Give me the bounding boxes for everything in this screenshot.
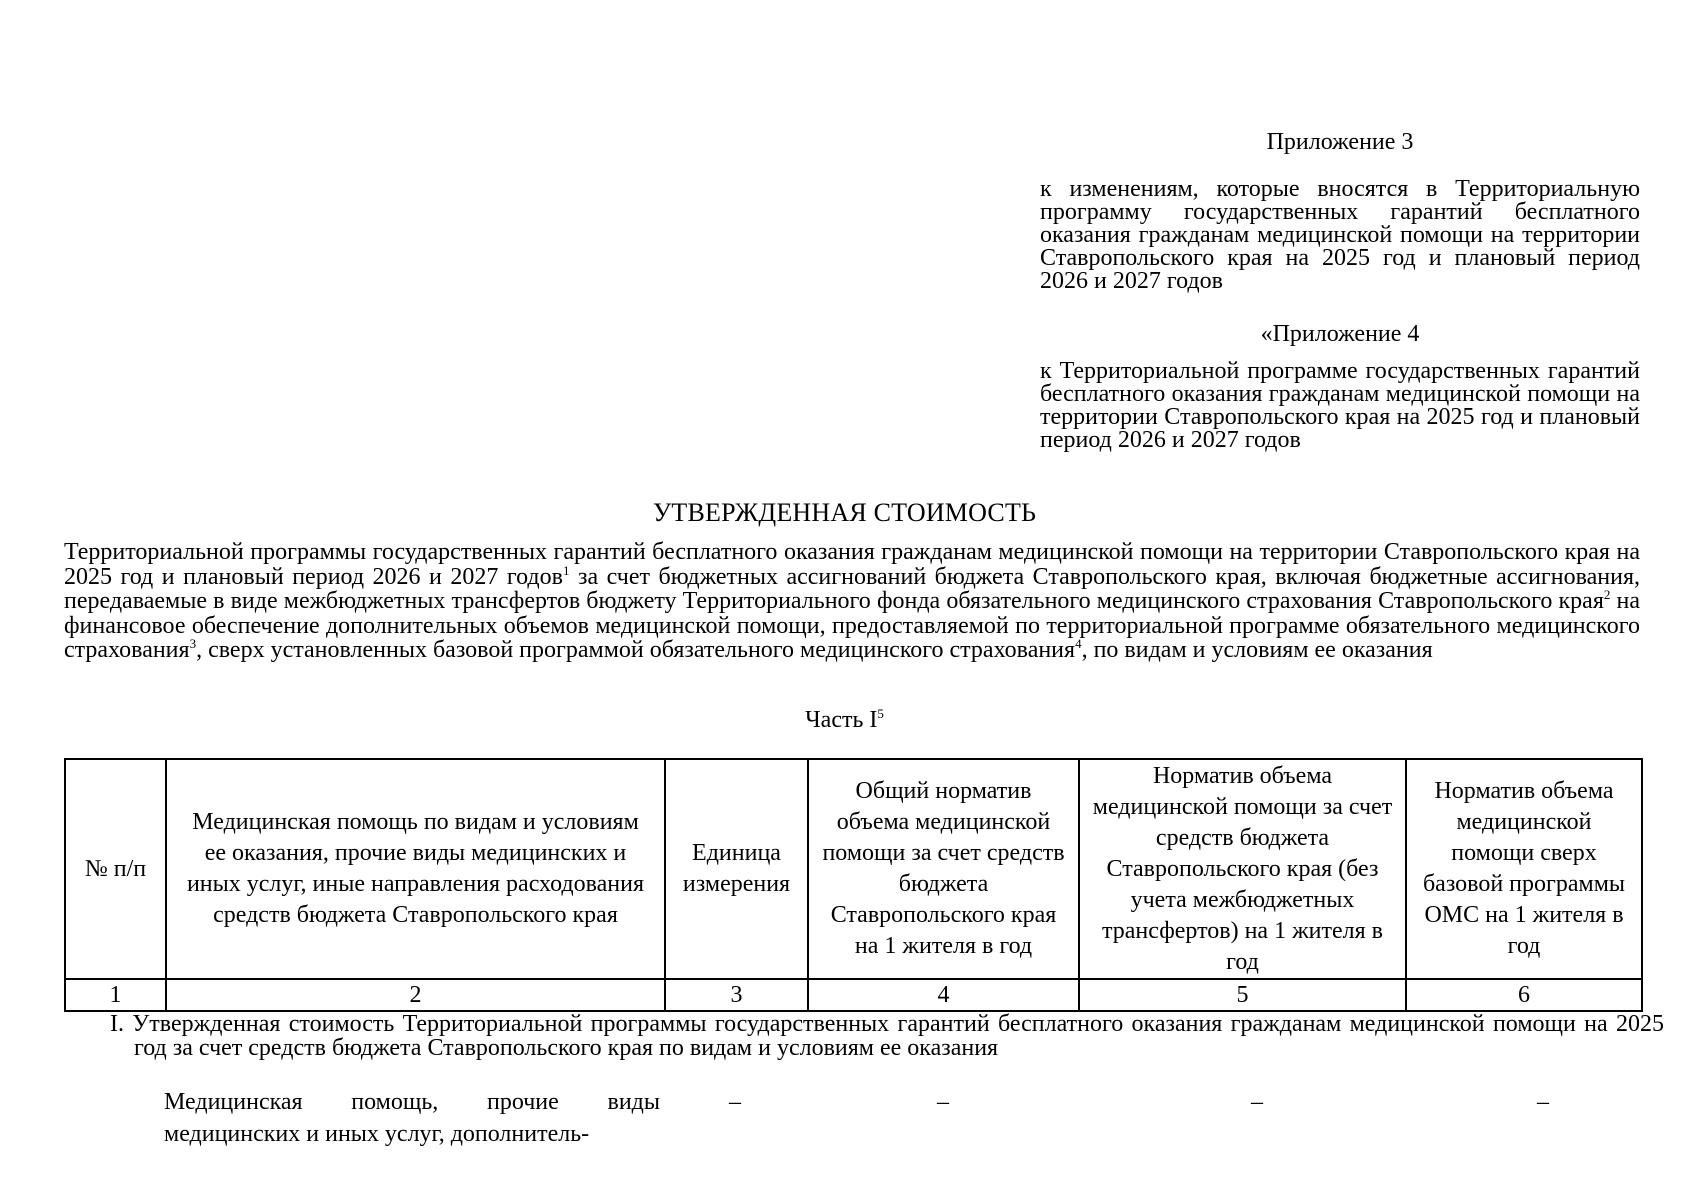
description-text-4: , сверх установленных базовой программой обязательного медицинского страхования — [196, 637, 1076, 663]
column-number: 4 — [808, 979, 1079, 1011]
header-budget-norm: Норматив объема медицинской помощи за счет средств бюджета Ставропольского края (без учета межбюджетных трансфертов) на 1 жителя в год — [1079, 759, 1406, 979]
description-text-2: за счет бюджетных ассигнований бюджета Ставропольского края, включая бюджетные ассигнования, передаваемые в виде межбюджетных трансфертов бюджету Территориального фонда обязательного медицинского страхования Ставропольского края — [64, 563, 1640, 614]
header-number: № п/п — [65, 759, 166, 979]
section-heading: I. Утвержденная стоимость Территориальной программы государственных гарантий бесплатного оказания гражданам медицинской помощи на 2025 год за счет средств бюджета Ставропольского края по видам и условиям ее оказания — [110, 1011, 1664, 1061]
cell-oms-norm: – — [1537, 1089, 1549, 1115]
document-title: УТВЕРЖДЕННАЯ СТОИМОСТЬ — [652, 498, 1037, 527]
cell-budget-norm: – — [1251, 1089, 1263, 1115]
table-header-row — [65, 759, 1642, 979]
column-number: 6 — [1406, 979, 1642, 1011]
footnote-ref-1: 1 — [562, 562, 570, 578]
header-total-norm: Общий норматив объема медицинской помощи за счет средств бюджета Ставропольского края на 1 жителя в год — [808, 759, 1079, 979]
footnote-ref-5: 5 — [877, 706, 884, 721]
column-number: 1 — [65, 979, 166, 1011]
column-number: 3 — [665, 979, 808, 1011]
header-care-type: Медицинская помощь по видам и условиям ее оказания, прочие виды медицинских и иных услуг, иные направления расходования средств бюджета Ставропольского края — [166, 759, 665, 979]
cost-table — [64, 758, 1643, 1012]
cell-unit: – — [729, 1089, 741, 1115]
appendix4-title: «Приложение 4 — [1260, 321, 1420, 347]
description-text-5: , по видам и условиям ее оказания — [1081, 637, 1433, 663]
appendix4-text: к Территориальной программе государственных гарантий бесплатного оказания гражданам медицинской помощи на территории Ставропольского края на 2025 год и плановый период 2026 и 2027 годов — [1040, 358, 1640, 453]
column-number-row — [65, 979, 1642, 1011]
part-label: Часть I — [805, 707, 878, 733]
column-number: 2 — [166, 979, 665, 1011]
footnote-ref-4: 4 — [1075, 636, 1082, 651]
footnote-ref-2: 2 — [1603, 587, 1611, 602]
description-text-1: Территориальной программы государственных гарантий бесплатного оказания гражданам медицинской помощи на территории Ставропольского края на 2025 год и плановый период 2026 и 2027 годов — [64, 539, 1640, 590]
header-oms-norm: Норматив объема медицинской помощи сверх базовой программы ОМС на 1 жителя в год — [1406, 759, 1642, 979]
description-text-3: на финансовое обеспечение дополнительных объемов медицинской помощи, предоставляемой по территориальной программе обязательного медицинского страхования — [64, 588, 1640, 663]
part-title — [0, 706, 1689, 734]
row-label: Медицинская помощь, прочие виды медицинских и иных услуг, дополнитель- — [164, 1089, 660, 1147]
appendix3-text: к изменениям, которые вносятся в Территориальную программу государственных гарантий бесплатного оказания гражданам медицинской помощи на территории Ставропольского края на 2025 год и плановый период 2026 и 2027 годов — [1040, 176, 1640, 294]
column-number: 5 — [1079, 979, 1406, 1011]
header-unit: Единица измерения — [665, 759, 808, 979]
cell-total-norm: – — [937, 1089, 949, 1115]
document-description — [64, 540, 1640, 663]
appendix3-title: Приложение 3 — [1266, 129, 1414, 155]
footnote-ref-3: 3 — [189, 636, 197, 651]
